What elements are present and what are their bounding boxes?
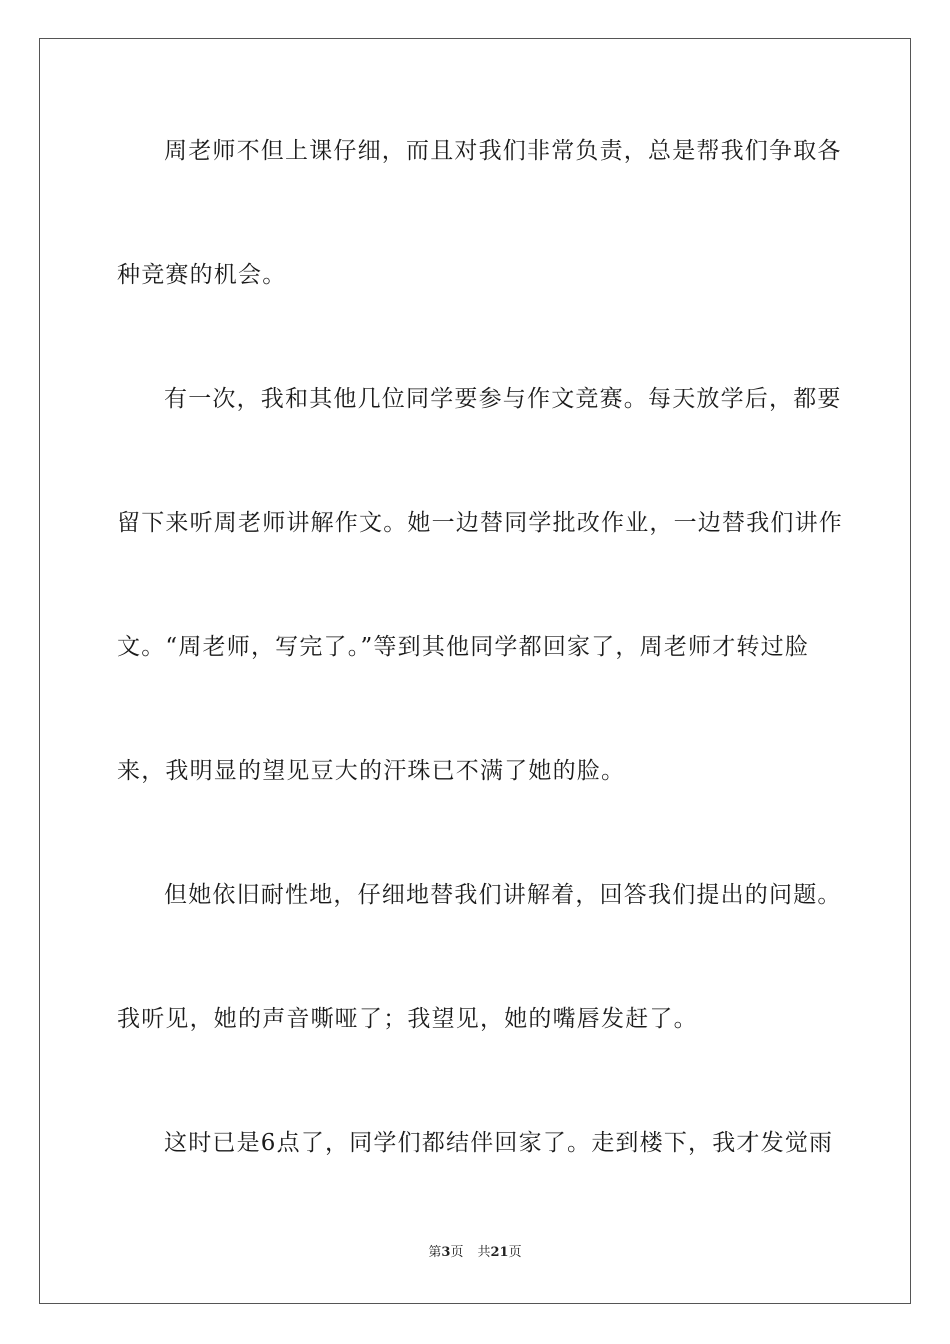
page-frame (39, 38, 911, 1304)
page-prefix: 第 (428, 1245, 442, 1260)
page-footer (0, 1244, 950, 1262)
total-pages: 21 (490, 1245, 509, 1260)
total-suffix: 页 (508, 1245, 522, 1260)
paragraph-1-line-1: 周老师不但上课仔细，而且对我们非常负责，总是帮我们争取各 (164, 138, 842, 164)
paragraph-1-line-2: 种竞赛的机会。 (117, 262, 287, 288)
paragraph-2-line-3: 文。“周老师，写完了。”等到其他同学都回家了，周老师才转过脸 (117, 634, 810, 660)
paragraph-4-line-1: 这时已是6点了，同学们都结伴回家了。走到楼下，我才发觉雨 (164, 1130, 834, 1156)
total-prefix: 共 (477, 1245, 491, 1260)
paragraph-3-line-1: 但她依旧耐性地，仔细地替我们讲解着，回答我们提出的问题。 (164, 882, 842, 908)
page-number: 3 (441, 1245, 451, 1260)
paragraph-2-line-4: 来，我明显的望见豆大的汗珠已不满了她的脸。 (117, 758, 626, 784)
paragraph-2-line-1: 有一次，我和其他几位同学要参与作文竞赛。每天放学后，都要 (164, 386, 842, 412)
paragraph-2-line-2: 留下来听周老师讲解作文。她一边替同学批改作业，一边替我们讲作 (117, 510, 843, 536)
page-suffix: 页 (450, 1245, 464, 1260)
paragraph-3-line-2: 我听见，她的声音嘶哑了；我望见，她的嘴唇发赶了。 (117, 1006, 698, 1032)
